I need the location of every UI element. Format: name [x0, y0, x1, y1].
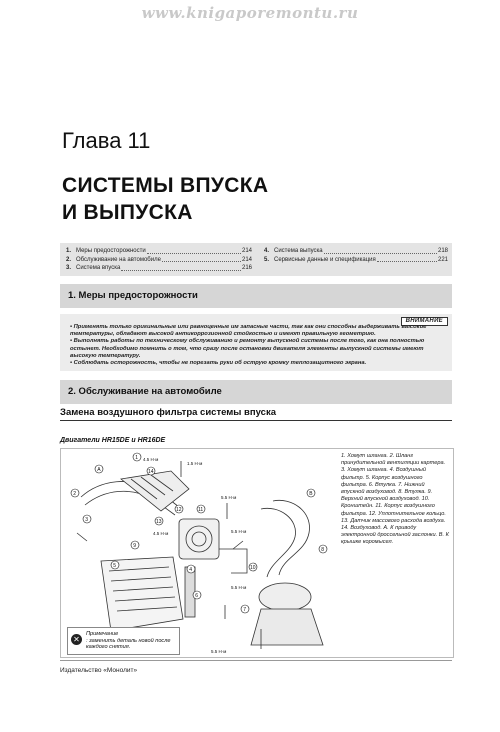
toc-right-column	[264, 247, 448, 264]
svg-text:5: 5	[113, 563, 117, 569]
chapter-title	[62, 172, 268, 226]
svg-text:1: 1	[135, 455, 139, 461]
warning-label: ВНИМАНИЕ	[401, 317, 448, 326]
footer-divider	[60, 660, 452, 661]
replace-part-note	[67, 627, 180, 655]
torque-label: 5.5 Н·м	[231, 585, 247, 590]
chapter-title-line2: И ВЫПУСКА	[62, 201, 193, 224]
svg-text:14: 14	[148, 469, 154, 475]
svg-text:8: 8	[321, 547, 325, 553]
replace-part-icon: ✕	[71, 634, 82, 645]
torque-label: 5.5 Н·м	[221, 495, 237, 500]
subsection-title: Замена воздушного фильтра системы впуска	[60, 407, 276, 418]
toc-entry[interactable]: 4. Система выпуска 218	[264, 248, 448, 254]
section-heading-2: 2. Обслуживание на автомобиле	[60, 380, 452, 404]
torque-label: 4.5 Н·м	[153, 531, 169, 536]
toc-entry[interactable]: 1. Меры предосторожности 214	[66, 248, 252, 254]
torque-label: 1.5 Н·м	[187, 461, 203, 466]
svg-text:6: 6	[195, 593, 199, 599]
svg-text:9: 9	[133, 543, 137, 549]
figure-legend: 1. Хомут шланга. 2. Шланг принудительной вентиляции картера. 3. Хомут шланга. 4. Воздушный фильтр. 5. Корпус воздушного фильтра. 6. Втулка. 7. Нижний впускной воздуховод. 8. Втулка. 9. Верхний впускной воздуховод. 10. Кронштейн. 11. Корпус воздушного фильтра. 12. Уплотнительное кольцо. 13. Датчик массового расхода воздуха. 14. Воздуховод. А. К приводу электронной дроссельной заслонки. В. К крышке коромысел.	[341, 453, 449, 546]
torque-label: 5.5 Н·м	[211, 649, 227, 654]
svg-text:10: 10	[250, 565, 256, 571]
note-text: : заменить деталь новой после каждого снятия.	[86, 637, 171, 651]
section-heading-1: 1. Меры предосторожности	[60, 284, 452, 308]
svg-text:A: A	[97, 467, 101, 473]
svg-text:13: 13	[156, 519, 162, 525]
toc-entry[interactable]: 3. Система впуска 216	[66, 265, 252, 271]
throttle-body	[179, 519, 219, 559]
warning-item: • Соблюдать осторожность, чтобы не порезать руки об острую кромку теплозащитного экрана.	[70, 360, 367, 367]
torque-label: 5.5 Н·м	[231, 529, 247, 534]
publisher-credit: Издательство «Монолит»	[60, 667, 138, 674]
subsection-divider	[60, 420, 452, 421]
svg-text:4: 4	[189, 567, 193, 573]
engine-label: Двигатели HR15DE и HR16DE	[60, 437, 166, 444]
table-of-contents	[60, 243, 452, 276]
air-filter-element	[185, 567, 195, 617]
note-title: Примечание	[86, 631, 119, 637]
warning-item: • Выполнять работы по техническому обслуживанию и ремонту выпускной системы после того, как она полностью остынет. Необходимо помнить о том, что сразу после остановки двигателя элементы выпускной системы имеют высокую температуру.	[70, 338, 425, 359]
toc-entry[interactable]: 5. Сервисные данные и спецификация 221	[264, 256, 448, 263]
bracket	[219, 549, 247, 573]
air-intake-diagram	[61, 449, 339, 657]
torque-label: 4.5 Н·м	[143, 457, 159, 462]
lower-intake-duct	[273, 500, 309, 575]
resonator	[259, 583, 311, 611]
toc-entry[interactable]: 2. Обслуживание на автомобиле 214	[66, 256, 252, 263]
lower-housing	[251, 609, 323, 645]
svg-text:2: 2	[73, 491, 77, 497]
toc-left-column	[66, 247, 252, 273]
svg-text:11: 11	[198, 507, 204, 513]
svg-text:B: B	[309, 491, 313, 497]
svg-text:12: 12	[176, 507, 182, 513]
svg-text:3: 3	[85, 517, 89, 523]
chapter-label: Глава 11	[62, 128, 151, 153]
watermark: www.knigaporemontu.ru	[141, 4, 359, 22]
warning-text	[70, 324, 444, 367]
exploded-diagram-figure	[60, 448, 454, 658]
warning-box	[60, 314, 452, 371]
warning-item: • Применять только оригинальные или равноценные им запасные части, так как они способны выдерживать высокие температуры, обладают высокой антикоррозионной стойкостью и имеют правильную геометрию.	[70, 324, 427, 338]
svg-text:7: 7	[243, 607, 247, 613]
chapter-title-line1: СИСТЕМЫ ВПУСКА	[62, 174, 269, 197]
